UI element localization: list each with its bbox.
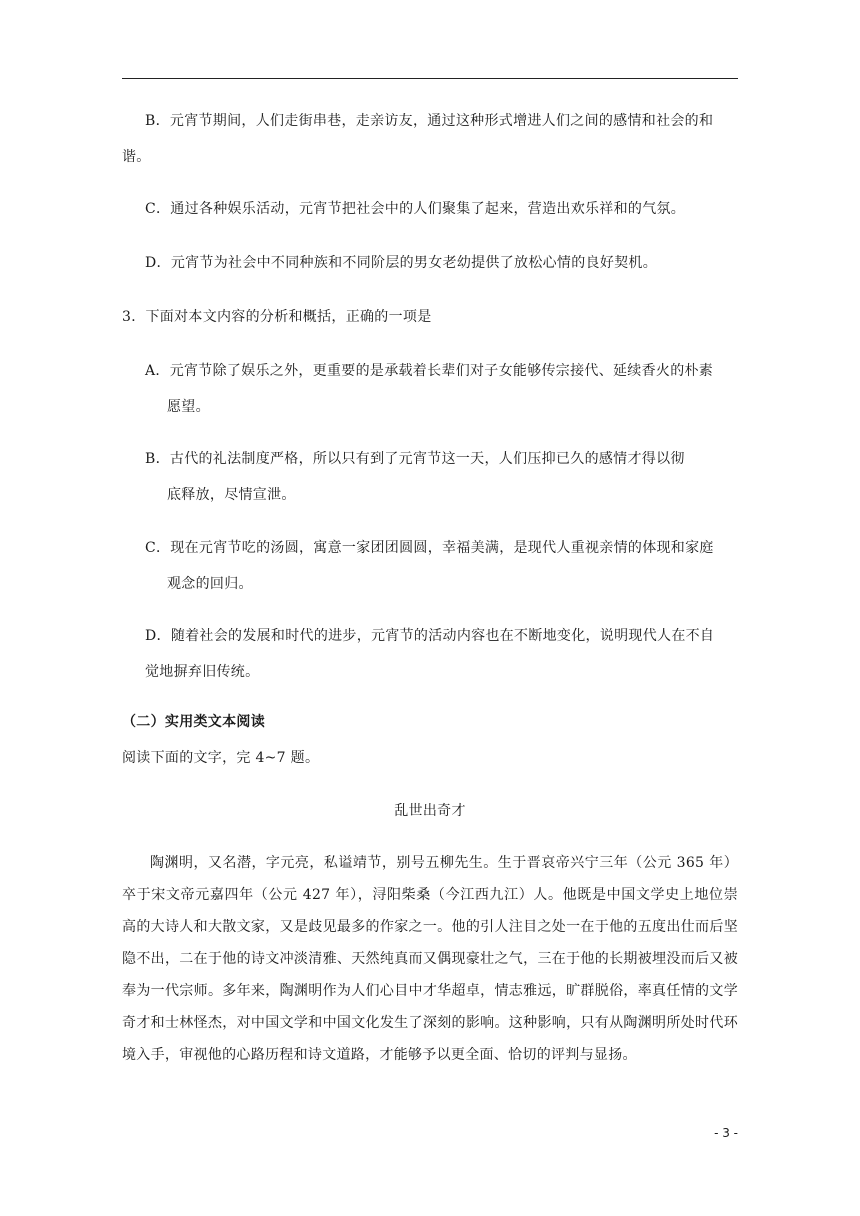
option-3b xyxy=(145,441,745,513)
option-3a-line1: A．元宵节除了娱乐之外，更重要的是承载着长辈们对子女能够传宗接代、延续香火的朴素 xyxy=(145,363,714,379)
option-3b-line2: 底释放，尽情宣泄。 xyxy=(167,487,296,503)
option-3a xyxy=(145,353,745,425)
option-3c-line1: C．现在元宵节吃的汤圆，寓意一家团团圆圆，幸福美满，是现代人重视亲情的体现和家庭 xyxy=(145,540,714,556)
article-body: 陶渊明，又名潜，字元亮，私谥靖节，别号五柳先生。生于晋哀帝兴宁三年（公元 365 年）卒于宋文帝元嘉四年（公元 427 年），浔阳柴桑（今江西九江）人。他既是中国文学史上地位崇高的大诗人和大散文家，又是歧见最多的作家之一。他的引人注目之处一在于他的五度出仕而后坚隐不出，二在于他的诗文冲淡清雅、天然纯真而又偶现豪壮之气，三在于他的长期被埋没而后又被奉为一代宗师。多年来，陶渊明作为人们心目中才华超卓，情志雅远，旷群脱俗，率真任情的文学奇才和士林怪杰，对中国文学和中国文化发生了深刻的影响。这种影响，只有从陶渊明所处时代环境入手，审视他的心路历程和诗文道路，才能够予以更全面、恰切的评判与显扬。 xyxy=(122,855,738,1063)
option-3c xyxy=(145,530,745,602)
instruction-text: 阅读下面的文字，完 4~7 题。 xyxy=(122,750,320,766)
option-3d-line1: D．随着社会的发展和时代的进步，元宵节的活动内容也在不断地变化，说明现代人在不自 xyxy=(145,628,715,644)
question-3-stem: 3．下面对本文内容的分析和概括，正确的一项是 xyxy=(122,309,432,325)
section-heading: （二）实用类文本阅读 xyxy=(122,714,265,730)
option-3b-line1: B．古代的礼法制度严格，所以只有到了元宵节这一天，人们压抑已久的感情才得以彻 xyxy=(145,451,685,467)
header-rule xyxy=(122,78,738,79)
option-3d-line2: 觉地摒弃旧传统。 xyxy=(145,664,260,680)
option-2d: D．元宵节为社会中不同种族和不同阶层的男女老幼提供了放松心情的良好契机。 xyxy=(145,255,658,271)
option-3d xyxy=(145,618,745,690)
article-title: 乱世出奇才 xyxy=(394,803,466,819)
page-number: - 3 - xyxy=(714,1126,738,1140)
option-3c-line2: 观念的回归。 xyxy=(167,576,253,592)
option-2c: C．通过各种娱乐活动，元宵节把社会中的人们聚集了起来，营造出欢乐祥和的气氛。 xyxy=(145,201,686,217)
option-2b: B．元宵节期间，人们走街串巷，走亲访友，通过这种形式增进人们之间的感情和社会的和谐。 xyxy=(122,113,714,165)
option-3a-line2: 愿望。 xyxy=(167,399,210,415)
